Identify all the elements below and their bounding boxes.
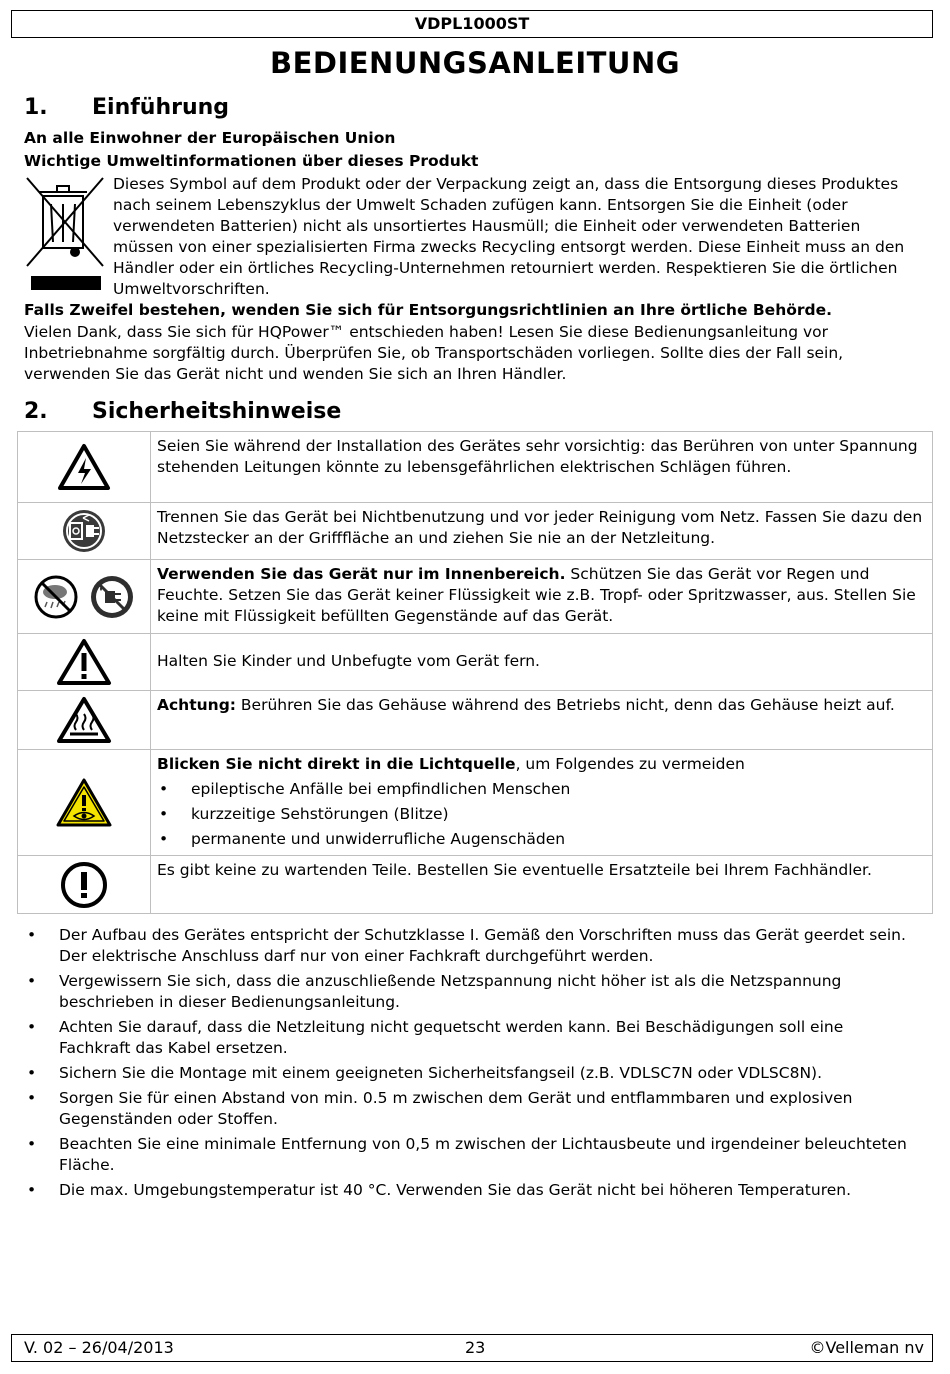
section-2-heading — [24, 398, 341, 426]
safety-text: Seien Sie während der Installation des Gerätes sehr vorsichtig: das Berühren von unter Spannung stehenden Leitungen könnte zu lebensgefährlichen elektrischen Schlägen führen. — [151, 432, 933, 503]
safety-row — [18, 560, 933, 634]
safety-text-rest: Berühren Sie das Gehäuse während des Betriebs nicht, denn das Gehäuse heizt auf. — [236, 696, 895, 714]
no-serviceable-parts-icon — [60, 861, 108, 909]
list-item: • Sichern Sie die Montage mit einem geeigneten Sicherheitsfangseil (z.B. VDLSC7N oder VDLSC8N). — [24, 1063, 914, 1084]
page-header — [11, 10, 933, 38]
doubt-notice: Falls Zweifel bestehen, wenden Sie sich für Entsorgungsrichtlinien an Ihre örtliche Behörde. — [24, 301, 833, 319]
list-item: • Beachten Sie eine minimale Entfernung von 0,5 m zwischen der Lichtausbeute und irgendeiner beleuchteten Fläche. — [24, 1134, 914, 1176]
safety-row — [18, 750, 933, 856]
unplug-icon — [61, 508, 107, 554]
eu-residents-line: An alle Einwohner der Europäischen Union — [24, 129, 396, 147]
safety-text-bold: Verwenden Sie das Gerät nur im Innenbereich. — [157, 565, 566, 583]
high-voltage-warning-icon — [57, 443, 111, 491]
page-footer — [11, 1334, 933, 1362]
section-1-number: 1. — [24, 95, 48, 120]
document-title: BEDIENUNGSANLEITUNG — [269, 46, 681, 80]
no-rain-icon — [33, 574, 79, 620]
safety-row — [18, 432, 933, 503]
safety-text-rest: Schützen Sie das Gerät vor Regen und Feuchte. Setzen Sie das Gerät keiner Flüssigkeit wie z.B. Tropf- oder Spritzwasser, aus. Stellen Sie keine mit Flüssigkeit befüllten Gegenstände auf das Gerät. — [157, 565, 916, 625]
list-item: • permanente und unwiderrufliche Augenschäden — [157, 829, 926, 850]
safety-text — [151, 691, 933, 750]
hot-surface-icon — [56, 696, 112, 744]
section-1-heading — [24, 94, 229, 122]
safety-text: Es gibt keine zu wartenden Teile. Bestellen Sie eventuelle Ersatzteile bei Ihrem Fachhändler. — [151, 856, 933, 914]
list-item: • Vergewissern Sie sich, dass die anzuschließende Netzspannung nicht höher ist als die Netzspannung beschrieben in dieser Bedienungsanleitung. — [24, 971, 914, 1013]
list-item: • epileptische Anfälle bei empfindlichen Menschen — [157, 779, 926, 800]
eye-hazard-icon — [55, 777, 113, 829]
model-number: VDPL1000ST — [414, 14, 530, 33]
safety-text — [151, 750, 933, 856]
list-item: • Sorgen Sie für einen Abstand von min. 0.5 m zwischen dem Gerät und entflammbaren und explosiven Gegenständen oder Stoffen. — [24, 1088, 914, 1130]
safety-text-bold: Achtung: — [157, 696, 236, 714]
list-item: • Der Aufbau des Gerätes entspricht der Schutzklasse I. Gemäß den Vorschriften muss das Gerät geerdet sein. Der elektrische Anschluss darf nur von einer Fachkraft durchgeführt werden. — [24, 925, 914, 967]
list-item: • Die max. Umgebungstemperatur ist 40 °C. Verwenden Sie das Gerät nicht bei höheren Temperaturen. — [24, 1180, 914, 1201]
weee-text: Dieses Symbol auf dem Produkt oder der Verpackung zeigt an, dass die Entsorgung dieses Produktes nach seinem Lebenszyklus der Umwelt Schaden zufügen kann. Entsorgen Sie die Einheit (oder verwendeten Batterien) nicht als unsortiertes Hausmüll; die Einheit oder verwendeten Batterien müssen von einer spezialisierten Firma zwecks Recycling entsorgt werden. Diese Einheit muss an den Händler oder ein örtliches Recycling-Unternehmen retourniert werden. Respektieren Sie die örtlichen Umweltvorschriften. — [113, 175, 905, 298]
eye-hazard-list — [157, 779, 926, 850]
safety-text: Trennen Sie das Gerät bei Nichtbenutzung und vor jeder Reinigung vom Netz. Fassen Sie dazu den Netzstecker an der Grifffläche an und ziehen Sie nie an der Netzleitung. — [151, 503, 933, 560]
section-2-title: Sicherheitshinweise — [92, 399, 342, 424]
no-water-icon — [89, 574, 135, 620]
safety-row — [18, 503, 933, 560]
general-warning-icon — [56, 638, 112, 686]
environment-info-line: Wichtige Umweltinformationen über dieses Produkt — [24, 152, 479, 170]
safety-row — [18, 634, 933, 691]
thanks-paragraph: Vielen Dank, dass Sie sich für HQPower™ entschieden haben! Lesen Sie diese Bedienungsanleitung vor Inbetriebnahme sorgfältig durch. Überprüfen Sie, ob Transportschäden vorliegen. Sollte dies der Fall sein, verwenden Sie das Gerät nicht und wenden Sie sich an Ihren Händler. — [24, 323, 844, 383]
section-1-title: Einführung — [92, 95, 230, 120]
safety-text — [151, 560, 933, 634]
safety-text-rest: , um Folgendes zu vermeiden — [515, 755, 745, 773]
list-item: • Achten Sie darauf, dass die Netzleitung nicht gequetscht werden kann. Bei Beschädigungen soll eine Fachkraft das Kabel ersetzen. — [24, 1017, 914, 1059]
list-item: • kurzzeitige Sehstörungen (Blitze) — [157, 804, 926, 825]
section-2-number: 2. — [24, 399, 48, 424]
weee-crossed-bin-icon — [25, 174, 107, 294]
safety-row — [18, 691, 933, 750]
safety-table — [17, 431, 933, 914]
copyright: ©Velleman nv — [809, 1338, 924, 1357]
safety-text-bold: Blicken Sie nicht direkt in die Lichtquelle — [157, 755, 516, 773]
safety-text: Halten Sie Kinder und Unbefugte vom Gerät fern. — [151, 634, 933, 691]
safety-row — [18, 856, 933, 914]
safety-bullet-list — [24, 925, 914, 1205]
version-date: V. 02 – 26/04/2013 — [24, 1338, 174, 1357]
page-number: 23 — [465, 1338, 486, 1357]
